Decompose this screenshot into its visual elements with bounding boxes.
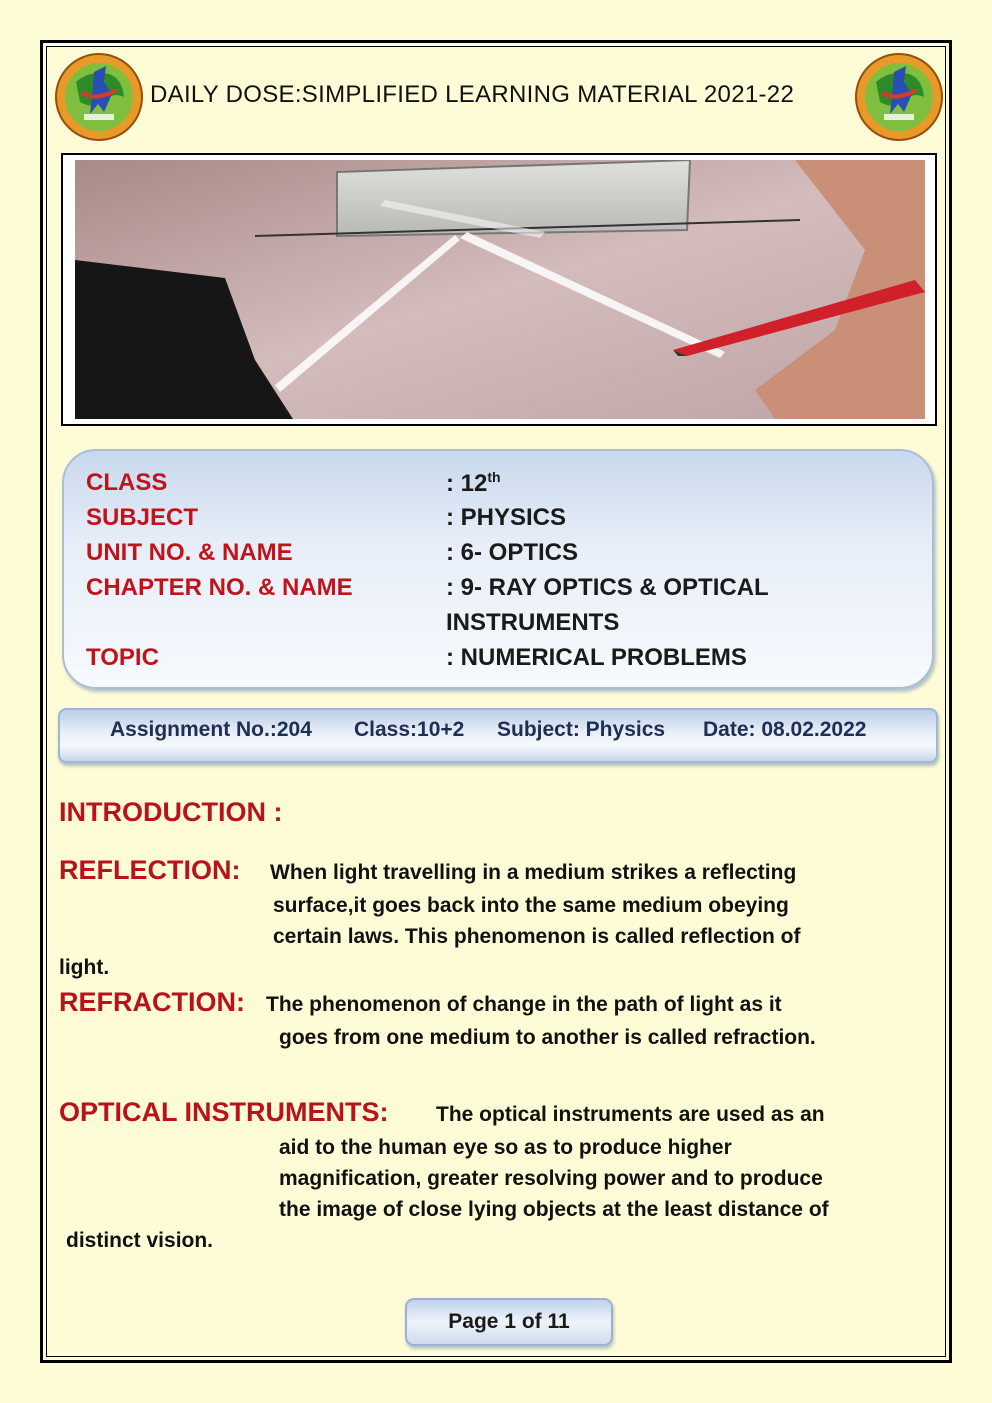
optical-line-1: The optical instruments are used as an bbox=[436, 1103, 825, 1126]
refraction-line-2: goes from one medium to another is called refraction. bbox=[279, 1026, 816, 1049]
chapter-value: : 9- RAY OPTICS & OPTICAL bbox=[446, 574, 769, 601]
optical-instruments-heading: OPTICAL INSTRUMENTS: bbox=[59, 1097, 389, 1127]
reflection-heading: REFLECTION: bbox=[59, 855, 241, 885]
reflection-line-4: light. bbox=[59, 956, 110, 979]
refraction-experiment-photo bbox=[75, 160, 925, 419]
introduction-heading: INTRODUCTION : bbox=[59, 797, 283, 827]
chapter-label: CHAPTER NO. & NAME bbox=[86, 574, 353, 601]
reflection-line-3: certain laws. This phenomenon is called reflection of bbox=[273, 925, 801, 948]
school-logo-left bbox=[54, 52, 144, 142]
assignment-class: Class:10+2 bbox=[354, 718, 465, 741]
assignment-number: Assignment No.:204 bbox=[110, 718, 312, 741]
optical-line-4: the image of close lying objects at the least distance of bbox=[279, 1198, 829, 1221]
unit-label: UNIT NO. & NAME bbox=[86, 539, 293, 566]
class-value bbox=[446, 469, 501, 498]
topic-label: TOPIC bbox=[86, 644, 159, 671]
chapter-value-cont: INSTRUMENTS bbox=[446, 609, 620, 636]
class-value-sup: th bbox=[487, 469, 501, 485]
reflection-line-1: When light travelling in a medium strikes a reflecting bbox=[270, 861, 797, 884]
school-logo-right bbox=[854, 52, 944, 142]
assignment-subject: Subject: Physics bbox=[497, 718, 666, 741]
refraction-heading: REFRACTION: bbox=[59, 987, 245, 1017]
page-indicator: Page 1 of 11 bbox=[405, 1298, 613, 1346]
topic-value: : NUMERICAL PROBLEMS bbox=[446, 644, 747, 671]
class-value-text: : 12 bbox=[446, 470, 488, 497]
reflection-line-2: surface,it goes back into the same medium obeying bbox=[273, 894, 789, 917]
optical-line-2: aid to the human eye so as to produce higher bbox=[279, 1136, 732, 1159]
unit-value: : 6- OPTICS bbox=[446, 539, 579, 566]
class-label: CLASS bbox=[86, 469, 168, 496]
subject-label: SUBJECT bbox=[86, 504, 199, 531]
subject-value: : PHYSICS bbox=[446, 504, 567, 531]
optical-line-3: magnification, greater resolving power and to produce bbox=[279, 1167, 823, 1190]
refraction-line-1: The phenomenon of change in the path of light as it bbox=[266, 993, 782, 1016]
document-title: DAILY DOSE:SIMPLIFIED LEARNING MATERIAL 2021-22 bbox=[150, 81, 795, 108]
assignment-date: Date: 08.02.2022 bbox=[703, 718, 867, 741]
optical-line-5: distinct vision. bbox=[66, 1229, 214, 1252]
